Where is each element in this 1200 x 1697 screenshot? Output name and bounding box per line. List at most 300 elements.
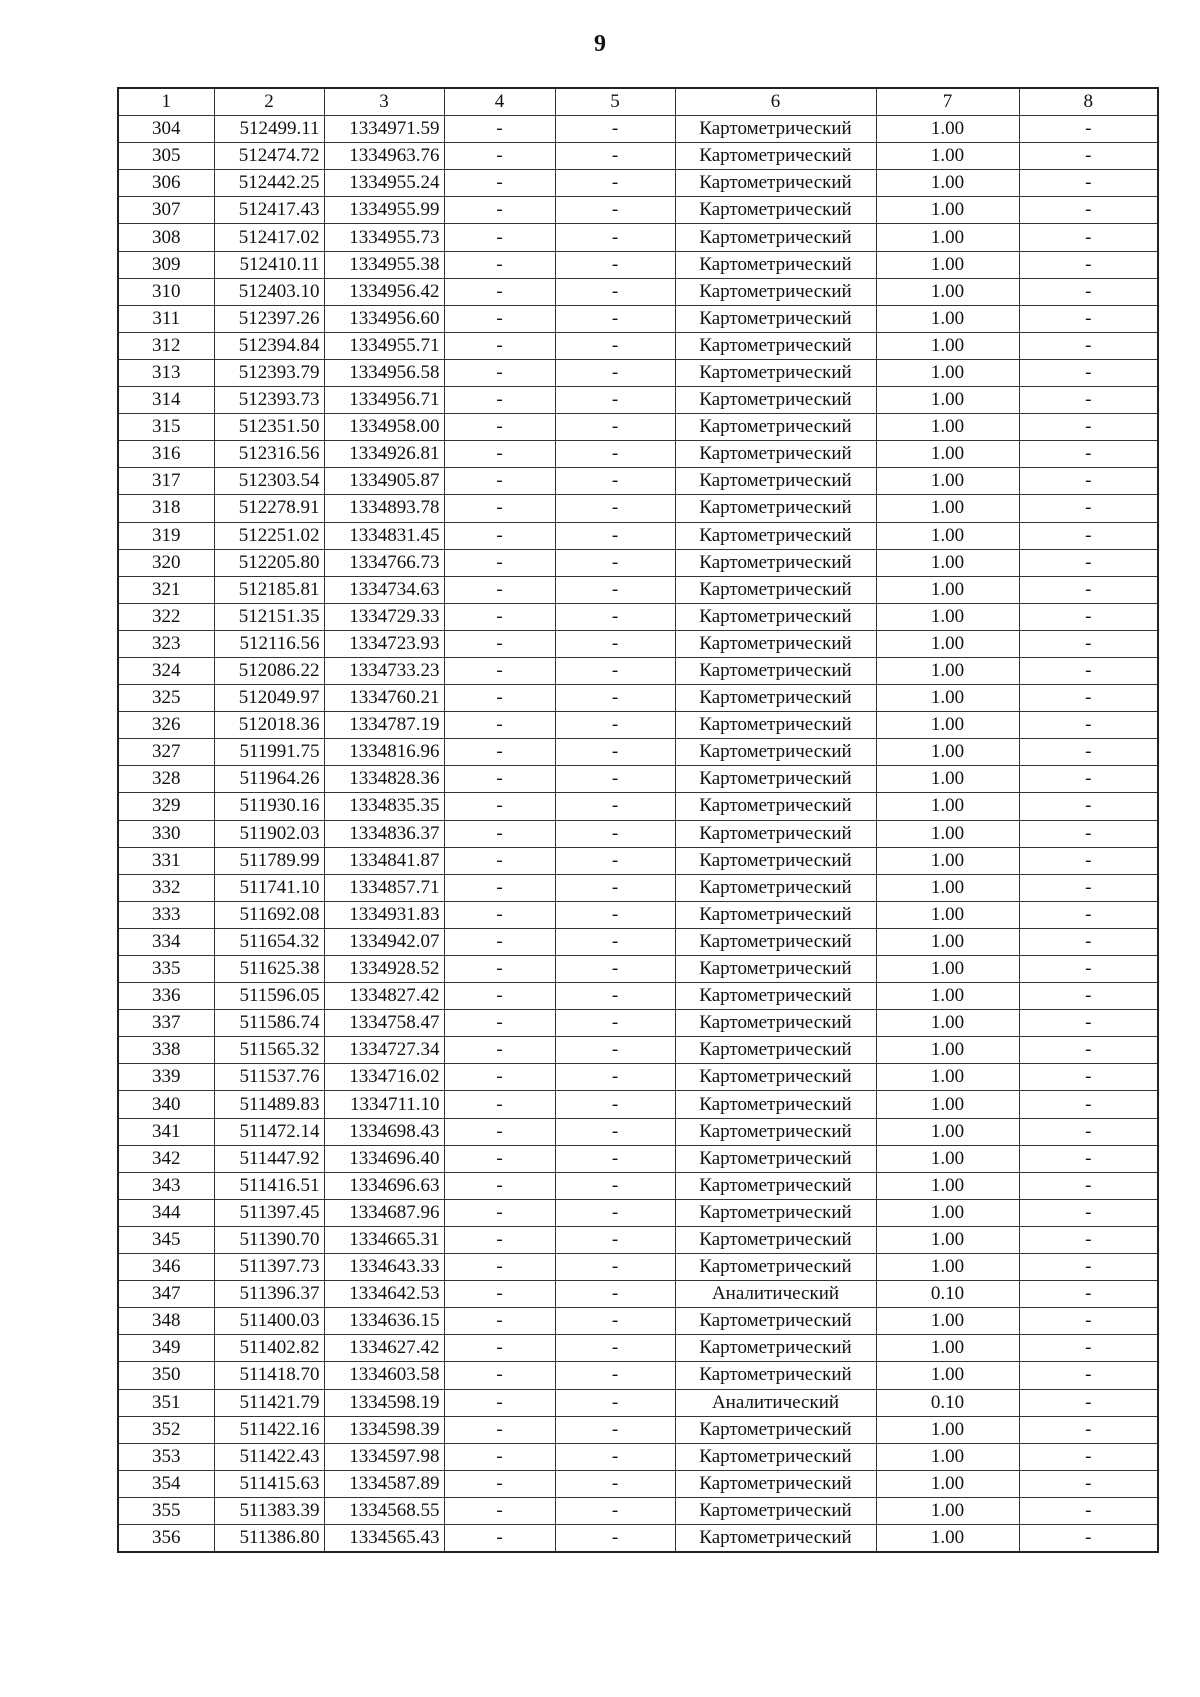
table-row [118, 1091, 1158, 1118]
y-coordinate-cell: 1334565.43 [324, 1524, 444, 1552]
y-coordinate-cell: 1334627.42 [324, 1335, 444, 1362]
x-coordinate-cell: 511692.08 [214, 901, 324, 928]
accuracy-cell: 1.00 [876, 332, 1019, 359]
col8-cell: - [1019, 116, 1158, 143]
y-coordinate-cell: 1334598.39 [324, 1416, 444, 1443]
method-cell: Картометрический [675, 576, 876, 603]
method-cell: Картометрический [675, 1254, 876, 1281]
y-coordinate-cell: 1334734.63 [324, 576, 444, 603]
method-cell: Картометрический [675, 874, 876, 901]
col8-cell: - [1019, 1118, 1158, 1145]
table-row [118, 1172, 1158, 1199]
col5-cell: - [555, 1199, 675, 1226]
col5-cell: - [555, 847, 675, 874]
method-cell: Картометрический [675, 1443, 876, 1470]
method-cell: Аналитический [675, 1281, 876, 1308]
y-coordinate-cell: 1334926.81 [324, 441, 444, 468]
table-row [118, 766, 1158, 793]
accuracy-cell: 1.00 [876, 1172, 1019, 1199]
y-coordinate-cell: 1334568.55 [324, 1497, 444, 1524]
method-cell: Картометрический [675, 549, 876, 576]
col5-cell: - [555, 630, 675, 657]
accuracy-cell: 1.00 [876, 1091, 1019, 1118]
col5-cell: - [555, 441, 675, 468]
col8-cell: - [1019, 874, 1158, 901]
method-cell: Картометрический [675, 1010, 876, 1037]
col5-cell: - [555, 197, 675, 224]
point-number-cell: 323 [118, 630, 214, 657]
col4-cell: - [444, 359, 555, 386]
point-number-cell: 338 [118, 1037, 214, 1064]
accuracy-cell: 1.00 [876, 1037, 1019, 1064]
table-row [118, 576, 1158, 603]
method-cell: Картометрический [675, 630, 876, 657]
x-coordinate-cell: 511416.51 [214, 1172, 324, 1199]
method-cell: Картометрический [675, 1145, 876, 1172]
method-cell: Картометрический [675, 522, 876, 549]
col5-cell: - [555, 1145, 675, 1172]
point-number-cell: 313 [118, 359, 214, 386]
accuracy-cell: 1.00 [876, 1443, 1019, 1470]
x-coordinate-cell: 512251.02 [214, 522, 324, 549]
method-cell: Картометрический [675, 441, 876, 468]
y-coordinate-cell: 1334955.73 [324, 224, 444, 251]
x-coordinate-cell: 512316.56 [214, 441, 324, 468]
col5-cell: - [555, 224, 675, 251]
point-number-cell: 344 [118, 1199, 214, 1226]
x-coordinate-cell: 511654.32 [214, 928, 324, 955]
point-number-cell: 342 [118, 1145, 214, 1172]
x-coordinate-cell: 512116.56 [214, 630, 324, 657]
column-header-4: 4 [444, 88, 555, 116]
x-coordinate-cell: 511741.10 [214, 874, 324, 901]
col4-cell: - [444, 901, 555, 928]
col5-cell: - [555, 983, 675, 1010]
method-cell: Картометрический [675, 901, 876, 928]
table-row [118, 603, 1158, 630]
col4-cell: - [444, 983, 555, 1010]
col8-cell: - [1019, 332, 1158, 359]
y-coordinate-cell: 1334698.43 [324, 1118, 444, 1145]
x-coordinate-cell: 511421.79 [214, 1389, 324, 1416]
point-number-cell: 343 [118, 1172, 214, 1199]
accuracy-cell: 1.00 [876, 928, 1019, 955]
table-row [118, 1037, 1158, 1064]
col5-cell: - [555, 522, 675, 549]
col8-cell: - [1019, 224, 1158, 251]
col8-cell: - [1019, 495, 1158, 522]
y-coordinate-cell: 1334733.23 [324, 657, 444, 684]
accuracy-cell: 1.00 [876, 901, 1019, 928]
accuracy-cell: 1.00 [876, 1497, 1019, 1524]
accuracy-cell: 1.00 [876, 739, 1019, 766]
table-row [118, 712, 1158, 739]
col4-cell: - [444, 1010, 555, 1037]
point-number-cell: 330 [118, 820, 214, 847]
method-cell: Картометрический [675, 956, 876, 983]
point-number-cell: 324 [118, 657, 214, 684]
x-coordinate-cell: 512417.02 [214, 224, 324, 251]
x-coordinate-cell: 511400.03 [214, 1308, 324, 1335]
col4-cell: - [444, 1199, 555, 1226]
table-row [118, 1497, 1158, 1524]
x-coordinate-cell: 512393.79 [214, 359, 324, 386]
table-row [118, 793, 1158, 820]
col4-cell: - [444, 143, 555, 170]
x-coordinate-cell: 511415.63 [214, 1470, 324, 1497]
col5-cell: - [555, 468, 675, 495]
point-number-cell: 331 [118, 847, 214, 874]
accuracy-cell: 1.00 [876, 197, 1019, 224]
point-number-cell: 351 [118, 1389, 214, 1416]
col5-cell: - [555, 820, 675, 847]
table-row [118, 1470, 1158, 1497]
accuracy-cell: 1.00 [876, 712, 1019, 739]
x-coordinate-cell: 511586.74 [214, 1010, 324, 1037]
col5-cell: - [555, 1335, 675, 1362]
point-number-cell: 326 [118, 712, 214, 739]
header-row [118, 88, 1158, 116]
x-coordinate-cell: 511402.82 [214, 1335, 324, 1362]
col5-cell: - [555, 1524, 675, 1552]
table-row [118, 1443, 1158, 1470]
col4-cell: - [444, 630, 555, 657]
accuracy-cell: 1.00 [876, 847, 1019, 874]
method-cell: Картометрический [675, 224, 876, 251]
col4-cell: - [444, 251, 555, 278]
col4-cell: - [444, 1037, 555, 1064]
table-row [118, 1226, 1158, 1253]
accuracy-cell: 1.00 [876, 1145, 1019, 1172]
table-row [118, 468, 1158, 495]
y-coordinate-cell: 1334836.37 [324, 820, 444, 847]
col8-cell: - [1019, 1362, 1158, 1389]
accuracy-cell: 1.00 [876, 170, 1019, 197]
col5-cell: - [555, 657, 675, 684]
accuracy-cell: 1.00 [876, 414, 1019, 441]
col5-cell: - [555, 603, 675, 630]
y-coordinate-cell: 1334643.33 [324, 1254, 444, 1281]
table-row [118, 928, 1158, 955]
col8-cell: - [1019, 685, 1158, 712]
y-coordinate-cell: 1334905.87 [324, 468, 444, 495]
accuracy-cell: 1.00 [876, 224, 1019, 251]
col4-cell: - [444, 197, 555, 224]
col8-cell: - [1019, 1254, 1158, 1281]
accuracy-cell: 1.00 [876, 1226, 1019, 1253]
table-row [118, 1335, 1158, 1362]
accuracy-cell: 1.00 [876, 305, 1019, 332]
col4-cell: - [444, 549, 555, 576]
x-coordinate-cell: 511418.70 [214, 1362, 324, 1389]
y-coordinate-cell: 1334711.10 [324, 1091, 444, 1118]
col8-cell: - [1019, 576, 1158, 603]
col5-cell: - [555, 1254, 675, 1281]
y-coordinate-cell: 1334956.58 [324, 359, 444, 386]
col8-cell: - [1019, 603, 1158, 630]
col4-cell: - [444, 305, 555, 332]
col8-cell: - [1019, 1416, 1158, 1443]
point-number-cell: 337 [118, 1010, 214, 1037]
y-coordinate-cell: 1334955.71 [324, 332, 444, 359]
method-cell: Картометрический [675, 1064, 876, 1091]
x-coordinate-cell: 511422.43 [214, 1443, 324, 1470]
point-number-cell: 321 [118, 576, 214, 603]
point-number-cell: 325 [118, 685, 214, 712]
y-coordinate-cell: 1334665.31 [324, 1226, 444, 1253]
col5-cell: - [555, 874, 675, 901]
col8-cell: - [1019, 630, 1158, 657]
table-row [118, 116, 1158, 143]
method-cell: Картометрический [675, 1416, 876, 1443]
accuracy-cell: 1.00 [876, 387, 1019, 414]
column-header-2: 2 [214, 88, 324, 116]
col5-cell: - [555, 712, 675, 739]
x-coordinate-cell: 512442.25 [214, 170, 324, 197]
y-coordinate-cell: 1334857.71 [324, 874, 444, 901]
x-coordinate-cell: 512394.84 [214, 332, 324, 359]
x-coordinate-cell: 512086.22 [214, 657, 324, 684]
point-number-cell: 340 [118, 1091, 214, 1118]
point-number-cell: 349 [118, 1335, 214, 1362]
table-row [118, 332, 1158, 359]
table-row [118, 170, 1158, 197]
col8-cell: - [1019, 1064, 1158, 1091]
col5-cell: - [555, 1416, 675, 1443]
y-coordinate-cell: 1334727.34 [324, 1037, 444, 1064]
col4-cell: - [444, 874, 555, 901]
table-row [118, 495, 1158, 522]
accuracy-cell: 1.00 [876, 1010, 1019, 1037]
x-coordinate-cell: 511386.80 [214, 1524, 324, 1552]
accuracy-cell: 1.00 [876, 278, 1019, 305]
table-row [118, 197, 1158, 224]
col8-cell: - [1019, 197, 1158, 224]
accuracy-cell: 1.00 [876, 793, 1019, 820]
col8-cell: - [1019, 143, 1158, 170]
table-row [118, 901, 1158, 928]
x-coordinate-cell: 511397.45 [214, 1199, 324, 1226]
col4-cell: - [444, 468, 555, 495]
accuracy-cell: 1.00 [876, 983, 1019, 1010]
col8-cell: - [1019, 1172, 1158, 1199]
col5-cell: - [555, 143, 675, 170]
table-row [118, 278, 1158, 305]
col4-cell: - [444, 1362, 555, 1389]
point-number-cell: 308 [118, 224, 214, 251]
accuracy-cell: 1.00 [876, 1199, 1019, 1226]
point-number-cell: 346 [118, 1254, 214, 1281]
y-coordinate-cell: 1334716.02 [324, 1064, 444, 1091]
table-row [118, 359, 1158, 386]
table-row [118, 1389, 1158, 1416]
table-row [118, 414, 1158, 441]
table-row [118, 630, 1158, 657]
accuracy-cell: 1.00 [876, 522, 1019, 549]
x-coordinate-cell: 512417.43 [214, 197, 324, 224]
col8-cell: - [1019, 522, 1158, 549]
y-coordinate-cell: 1334955.38 [324, 251, 444, 278]
table-row [118, 657, 1158, 684]
y-coordinate-cell: 1334787.19 [324, 712, 444, 739]
point-number-cell: 307 [118, 197, 214, 224]
col4-cell: - [444, 1118, 555, 1145]
accuracy-cell: 1.00 [876, 251, 1019, 278]
col8-cell: - [1019, 1226, 1158, 1253]
col4-cell: - [444, 1470, 555, 1497]
accuracy-cell: 1.00 [876, 956, 1019, 983]
col5-cell: - [555, 928, 675, 955]
method-cell: Картометрический [675, 1497, 876, 1524]
col4-cell: - [444, 766, 555, 793]
y-coordinate-cell: 1334827.42 [324, 983, 444, 1010]
col8-cell: - [1019, 1335, 1158, 1362]
y-coordinate-cell: 1334942.07 [324, 928, 444, 955]
col8-cell: - [1019, 1037, 1158, 1064]
table-row [118, 387, 1158, 414]
x-coordinate-cell: 511789.99 [214, 847, 324, 874]
y-coordinate-cell: 1334835.35 [324, 793, 444, 820]
point-number-cell: 334 [118, 928, 214, 955]
col8-cell: - [1019, 956, 1158, 983]
col4-cell: - [444, 1226, 555, 1253]
column-header-1: 1 [118, 88, 214, 116]
accuracy-cell: 1.00 [876, 549, 1019, 576]
point-number-cell: 315 [118, 414, 214, 441]
table-row [118, 685, 1158, 712]
col8-cell: - [1019, 847, 1158, 874]
col5-cell: - [555, 116, 675, 143]
col4-cell: - [444, 278, 555, 305]
y-coordinate-cell: 1334816.96 [324, 739, 444, 766]
method-cell: Картометрический [675, 414, 876, 441]
col8-cell: - [1019, 441, 1158, 468]
accuracy-cell: 1.00 [876, 116, 1019, 143]
col8-cell: - [1019, 387, 1158, 414]
accuracy-cell: 1.00 [876, 766, 1019, 793]
col8-cell: - [1019, 1470, 1158, 1497]
x-coordinate-cell: 511625.38 [214, 956, 324, 983]
col8-cell: - [1019, 414, 1158, 441]
col4-cell: - [444, 739, 555, 766]
col8-cell: - [1019, 1091, 1158, 1118]
col5-cell: - [555, 1281, 675, 1308]
table-row [118, 1010, 1158, 1037]
method-cell: Картометрический [675, 468, 876, 495]
method-cell: Картометрический [675, 685, 876, 712]
y-coordinate-cell: 1334931.83 [324, 901, 444, 928]
method-cell: Картометрический [675, 116, 876, 143]
col4-cell: - [444, 170, 555, 197]
point-number-cell: 319 [118, 522, 214, 549]
col5-cell: - [555, 305, 675, 332]
method-cell: Картометрический [675, 1335, 876, 1362]
col5-cell: - [555, 1389, 675, 1416]
col5-cell: - [555, 278, 675, 305]
method-cell: Картометрический [675, 1118, 876, 1145]
table-row [118, 1145, 1158, 1172]
col8-cell: - [1019, 251, 1158, 278]
x-coordinate-cell: 512018.36 [214, 712, 324, 739]
x-coordinate-cell: 512410.11 [214, 251, 324, 278]
point-number-cell: 309 [118, 251, 214, 278]
accuracy-cell: 1.00 [876, 1254, 1019, 1281]
y-coordinate-cell: 1334587.89 [324, 1470, 444, 1497]
point-number-cell: 348 [118, 1308, 214, 1335]
method-cell: Картометрический [675, 1091, 876, 1118]
table-row [118, 1199, 1158, 1226]
y-coordinate-cell: 1334893.78 [324, 495, 444, 522]
table-row [118, 847, 1158, 874]
col5-cell: - [555, 1226, 675, 1253]
method-cell: Картометрический [675, 251, 876, 278]
point-number-cell: 327 [118, 739, 214, 766]
table-row [118, 441, 1158, 468]
col4-cell: - [444, 793, 555, 820]
x-coordinate-cell: 511447.92 [214, 1145, 324, 1172]
x-coordinate-cell: 512151.35 [214, 603, 324, 630]
col8-cell: - [1019, 278, 1158, 305]
y-coordinate-cell: 1334696.63 [324, 1172, 444, 1199]
point-number-cell: 354 [118, 1470, 214, 1497]
point-number-cell: 356 [118, 1524, 214, 1552]
y-coordinate-cell: 1334729.33 [324, 603, 444, 630]
col4-cell: - [444, 1416, 555, 1443]
x-coordinate-cell: 511472.14 [214, 1118, 324, 1145]
col4-cell: - [444, 414, 555, 441]
col5-cell: - [555, 1443, 675, 1470]
y-coordinate-cell: 1334955.24 [324, 170, 444, 197]
point-number-cell: 304 [118, 116, 214, 143]
point-number-cell: 317 [118, 468, 214, 495]
method-cell: Картометрический [675, 1308, 876, 1335]
col4-cell: - [444, 332, 555, 359]
col5-cell: - [555, 793, 675, 820]
point-number-cell: 311 [118, 305, 214, 332]
col8-cell: - [1019, 901, 1158, 928]
accuracy-cell: 1.00 [876, 1118, 1019, 1145]
x-coordinate-cell: 511396.37 [214, 1281, 324, 1308]
x-coordinate-cell: 512303.54 [214, 468, 324, 495]
col4-cell: - [444, 1308, 555, 1335]
table-row [118, 956, 1158, 983]
x-coordinate-cell: 511397.73 [214, 1254, 324, 1281]
col4-cell: - [444, 1091, 555, 1118]
col8-cell: - [1019, 359, 1158, 386]
col4-cell: - [444, 1524, 555, 1552]
col4-cell: - [444, 820, 555, 847]
table-row [118, 739, 1158, 766]
y-coordinate-cell: 1334956.71 [324, 387, 444, 414]
x-coordinate-cell: 511390.70 [214, 1226, 324, 1253]
y-coordinate-cell: 1334766.73 [324, 549, 444, 576]
table-row [118, 224, 1158, 251]
point-number-cell: 306 [118, 170, 214, 197]
x-coordinate-cell: 512499.11 [214, 116, 324, 143]
accuracy-cell: 1.00 [876, 1362, 1019, 1389]
col8-cell: - [1019, 170, 1158, 197]
col4-cell: - [444, 928, 555, 955]
accuracy-cell: 1.00 [876, 468, 1019, 495]
col5-cell: - [555, 766, 675, 793]
col5-cell: - [555, 1091, 675, 1118]
col4-cell: - [444, 1145, 555, 1172]
col5-cell: - [555, 1010, 675, 1037]
col4-cell: - [444, 1389, 555, 1416]
accuracy-cell: 1.00 [876, 820, 1019, 847]
column-header-8: 8 [1019, 88, 1158, 116]
col5-cell: - [555, 1037, 675, 1064]
